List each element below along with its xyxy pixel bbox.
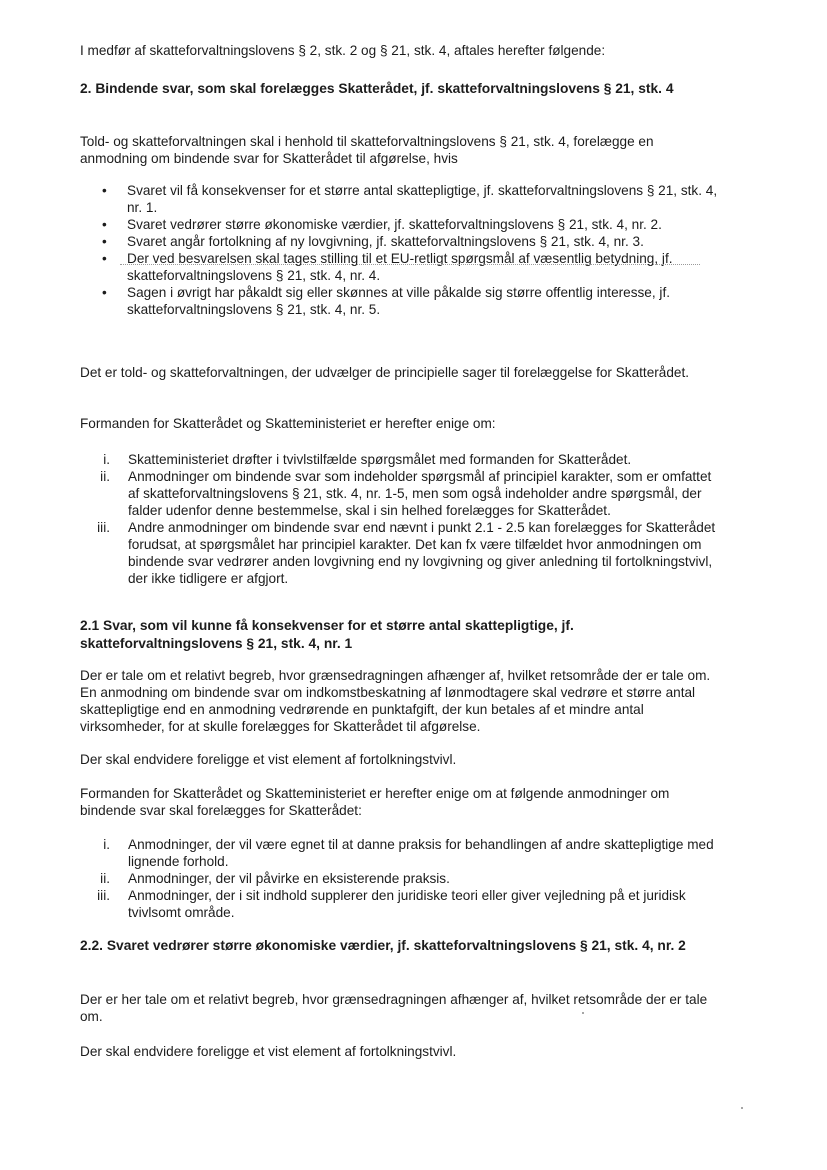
list-item: iii. Andre anmodninger om bindende svar end nævnt i punkt 2.1 - 2.5 kan forelægges for Skatterådet forudsat, at spørgsmålet har principiel karakter. Det kan fx være tilfældet hvor anmodningen om bindende svar vedrører anden lovgivning end ny lovgivning og giver anledning til fortolkningstvivl, der ikke tidligere er afgjort. [97, 520, 716, 586]
section-2-agreement-lead: Formanden for Skatterådet og Skatteministeriet er herefter enige om: [80, 416, 496, 431]
section-2-bullet-list [80, 182, 720, 318]
bullet-item: • Svaret vil få konsekvenser for et større antal skattepligtige, jf. skatteforvaltningslovens § 21, stk. 4, nr. 1. [102, 183, 718, 215]
list-item: ii. Anmodninger om bindende svar som indeholder spørgsmål af principiel karakter, som er omfattet af skatteforvaltningslovens § 21, stk. 4, nr. 1-5, men som også indeholder andre spørgsmål, der falder udenfor denne bestemmelse, skal i sin helhed forelægges for Skatterådet. [100, 469, 712, 518]
list-item: iii. Anmodninger, der i sit indhold supplerer den juridiske teori eller giver vejledning på et juridisk tvivlsomt område. [97, 888, 686, 920]
bullet-icon: • [102, 183, 107, 198]
bullet-item: • Der ved besvarelsen skal tages stilling til et EU-retligt spørgsmål af væsentlig betydning, jf. skatteforvaltningslovens § 21, stk. 4, nr. 4. [102, 251, 673, 283]
section-2-2-paragraph-1: Der er her tale om et relativt begreb, hvor grænsedragningen afhænger af, hvilket retsområde der er tale om. [80, 992, 708, 1024]
bullet-item: • Svaret angår fortolkning af ny lovgivning, jf. skatteforvaltningslovens § 21, stk. 4, nr. 3. [102, 234, 644, 249]
bullet-item: • Svaret vedrører større økonomiske værdier, jf. skatteforvaltningslovens § 21, stk. 4, nr. 2. [102, 217, 662, 232]
bullet-icon: • [102, 251, 107, 266]
list-item: i. Anmodninger, der vil være egnet til at danne praksis for behandlingen af andre skattepligtige med lignende forhold. [103, 837, 714, 869]
section-2-1-paragraph-3: Formanden for Skatterådet og Skatteministeriet er herefter enige om at følgende anmodninger om bindende svar skal forelægges for Skatterådet: [80, 786, 670, 818]
bullet-item: • Sagen i øvrigt har påkaldt sig eller skønnes at ville påkalde sig større offentlig interesse, jf. skatteforvaltningslovens § 21, stk. 4, nr. 5. [102, 285, 670, 317]
section-2-heading: 2. Bindende svar, som skal forelægges Skatterådet, jf. skatteforvaltningslovens § 21, stk. 4 [80, 81, 674, 96]
section-2-lead: Told- og skatteforvaltningen skal i henhold til skatteforvaltningslovens § 21, stk. 4, forelægge en anmodning om bindende svar for Skatterådet til afgørelse, hvis [80, 134, 654, 166]
section-2-1-paragraph-2: Der skal endvidere foreligge et vist element af fortolkningstvivl. [80, 752, 457, 767]
intro-paragraph: I medfør af skatteforvaltningslovens § 2, stk. 2 og § 21, stk. 4, aftales herefter følgende: [80, 43, 606, 58]
section-2-1-heading: 2.1 Svar, som vil kunne få konsekvenser for et større antal skattepligtige, jf. skatteforvaltningslovens § 21, stk. 4, nr. 1 [80, 618, 574, 651]
scan-speck [582, 1012, 584, 1014]
section-2-agreement-list [80, 451, 720, 587]
section-2-1-list [80, 836, 720, 921]
section-2-1-paragraph-1: Der er tale om et relativt begreb, hvor grænsedragningen afhænger af, hvilket retsområde der er tale om. En anmodning om bindende svar om indkomstbeskatning af lønmodtagere skal vedrøre et større antal skattepligtige end en anmodning vedrørende en punktafgift, der kun betales af et mindre antal virksomheder, for at skulle forelægges for Skatterådet til afgørelse. [80, 668, 711, 734]
list-item: i. Skatteministeriet drøfter i tvivlstilfælde spørgsmålet med formanden for Skatterådet. [103, 452, 632, 467]
section-2-selection-paragraph: Det er told- og skatteforvaltningen, der udvælger de principielle sager til forelæggelse for Skatterådet. [80, 365, 690, 380]
section-2-2-heading: 2.2. Svaret vedrører større økonomiske værdier, jf. skatteforvaltningslovens § 21, stk. 4, nr. 2 [80, 938, 686, 953]
bullet-icon: • [102, 285, 107, 300]
list-item: ii. Anmodninger, der vil påvirke en eksisterende praksis. [100, 871, 450, 886]
scan-speck [741, 1107, 743, 1109]
section-2-2-paragraph-2: Der skal endvidere foreligge et vist element af fortolkningstvivl. [80, 1044, 457, 1059]
bullet-icon: • [102, 217, 107, 232]
bullet-icon: • [102, 234, 107, 249]
dotted-scan-line [120, 264, 700, 265]
